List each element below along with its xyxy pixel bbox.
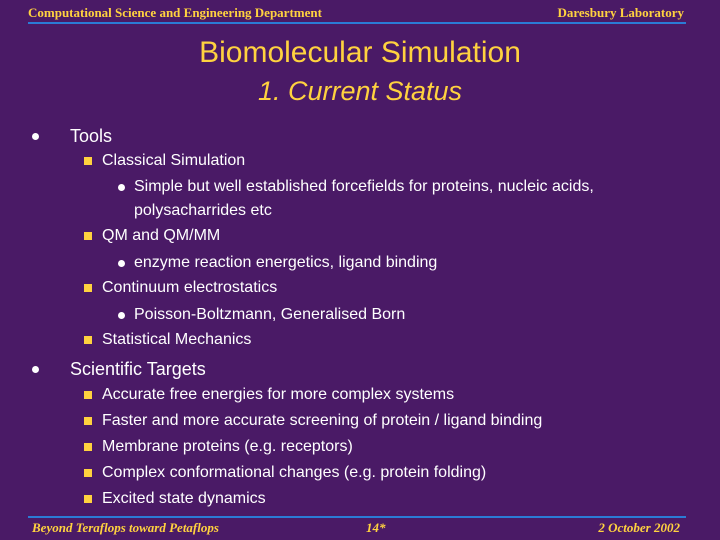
square-bullet-icon	[84, 469, 92, 477]
footer-date: 2 October 2002	[598, 520, 680, 535]
targets-item: Faster and more accurate screening of protein / ligand binding	[102, 412, 543, 429]
footer-event: Beyond Teraflops toward Petaflops	[32, 520, 219, 535]
square-bullet-icon	[84, 284, 92, 292]
tools-qm-detail: enzyme reaction energetics, ligand binding	[134, 254, 438, 271]
footer-page-number: 14*	[366, 520, 386, 535]
targets-item: Accurate free energies for more complex systems	[102, 386, 455, 403]
header-rule	[28, 22, 686, 24]
square-bullet-icon	[84, 417, 92, 425]
tools-qm: QM and QM/MM	[102, 227, 221, 244]
round-bullet-icon	[32, 133, 39, 140]
square-bullet-icon	[84, 232, 92, 240]
header-department: Computational Science and Engineering Department	[28, 5, 322, 20]
round-bullet-icon	[118, 260, 125, 267]
targets-item: Membrane proteins (e.g. receptors)	[102, 438, 353, 455]
slide-title: Biomolecular Simulation	[199, 36, 521, 69]
tools-heading: Tools	[70, 126, 113, 146]
targets-item: Excited state dynamics	[102, 490, 266, 507]
tools-continuum: Continuum electrostatics	[102, 279, 278, 296]
square-bullet-icon	[84, 443, 92, 451]
tools-classical: Classical Simulation	[102, 152, 246, 169]
round-bullet-icon	[118, 312, 125, 319]
tools-continuum-detail: Poisson-Boltzmann, Generalised Born	[134, 306, 406, 323]
header-lab: Daresbury Laboratory	[557, 5, 684, 20]
targets-item: Complex conformational changes (e.g. protein folding)	[102, 464, 487, 481]
round-bullet-icon	[118, 184, 125, 191]
tools-statistical: Statistical Mechanics	[102, 331, 252, 348]
square-bullet-icon	[84, 336, 92, 344]
square-bullet-icon	[84, 157, 92, 165]
footer-rule	[28, 516, 686, 518]
tools-classical-detail: Simple but well established forcefields for proteins, nucleic acids,	[134, 178, 594, 195]
targets-heading: Scientific Targets	[70, 359, 206, 379]
square-bullet-icon	[84, 495, 92, 503]
round-bullet-icon	[32, 366, 39, 373]
square-bullet-icon	[84, 391, 92, 399]
tools-classical-detail-cont: polysacharrides etc	[134, 202, 272, 219]
slide-subtitle: 1. Current Status	[257, 76, 463, 106]
